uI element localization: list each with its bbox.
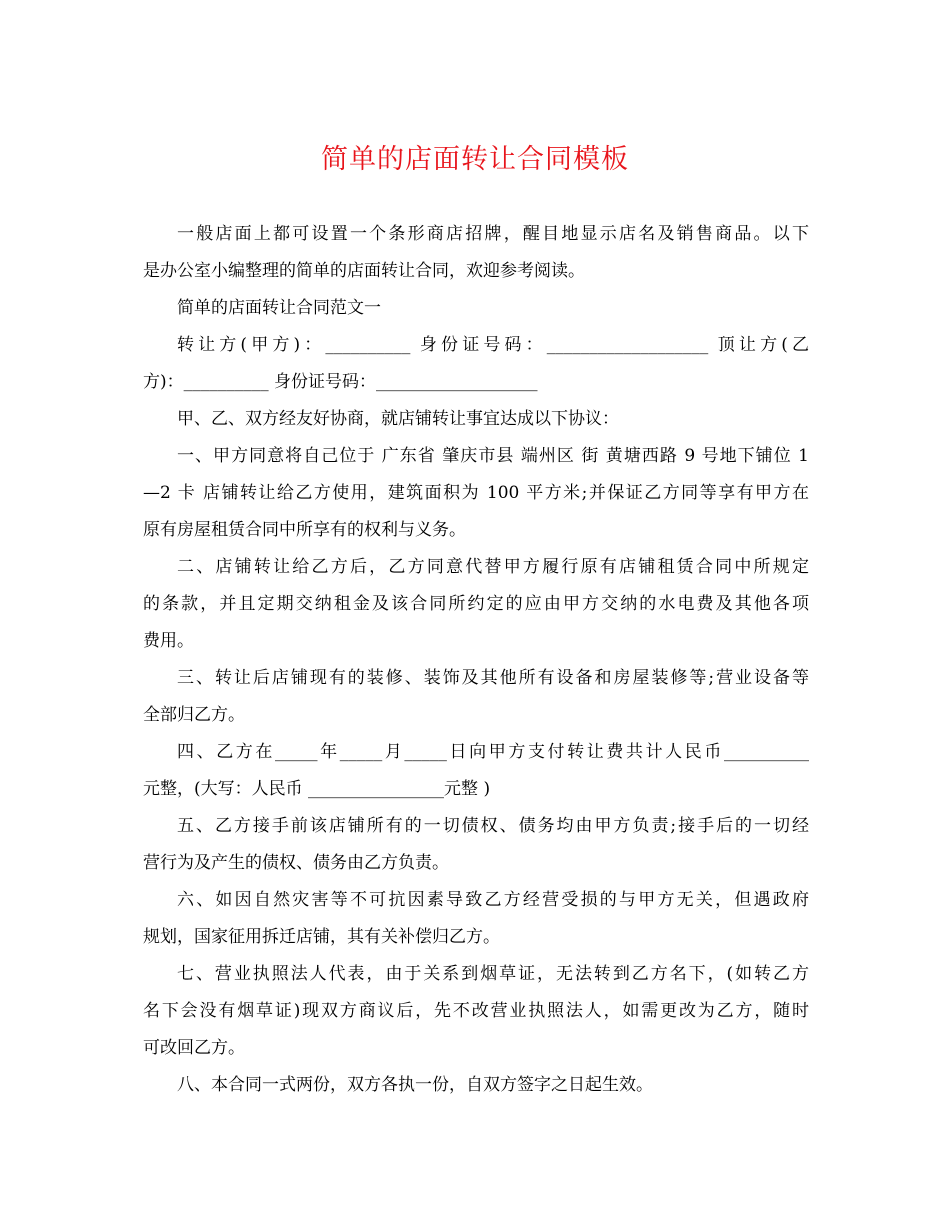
- paragraph: [143, 808, 809, 882]
- paragraph-line: 一、甲方同意将自己位于 广东省 肇庆市县 端州区 街 黄塘西路 9 号地下铺位 1: [177, 446, 809, 466]
- paragraph-line: 三、转让后店铺现有的装修、装饰及其他所有设备和房屋装修等;营业设备等: [177, 668, 809, 688]
- paragraph-line: 规划，国家征用拆迁店铺，其有关补偿归乙方。: [143, 927, 500, 947]
- paragraph-line: 一般店面上都可设置一个条形商店招牌，醒目地显示店名及销售商品。以下: [177, 224, 809, 244]
- paragraph: [143, 734, 809, 808]
- paragraph-line: 是办公室小编整理的简单的店面转让合同，欢迎参考阅读。: [143, 261, 585, 281]
- paragraph-line: 二、店铺转让给乙方后，乙方同意代替甲方履行原有店铺租赁合同中所规定: [177, 557, 809, 577]
- paragraph-line: 的条款，并且定期交纳租金及该合同所约定的应由甲方交纳的水电费及其他各项: [143, 594, 809, 614]
- paragraph: [143, 549, 809, 660]
- paragraph-line: 七、营业执照法人代表，由于关系到烟草证，无法转到乙方名下，(如转乙方: [177, 964, 809, 984]
- paragraph-line: 简单的店面转让合同范文一: [177, 298, 381, 318]
- paragraph-line: 名下会没有烟草证)现双方商议后，先不改营业执照法人，如需更改为乙方，随时: [143, 1001, 809, 1021]
- paragraph-line: 转让方(甲方)：__________ 身份证号码：___________________ 顶让方(乙: [177, 335, 809, 355]
- document-title: 简单的店面转让合同模板: [321, 144, 629, 175]
- paragraph-line: 可改回乙方。: [143, 1038, 245, 1058]
- document-body: [143, 216, 809, 1104]
- paragraph-line: 五、乙方接手前该店铺所有的一切债权、债务均由甲方负责;接手后的一切经: [177, 816, 809, 836]
- paragraph-line: 全部归乙方。: [143, 705, 245, 725]
- paragraph: [143, 290, 809, 327]
- paragraph: [143, 1067, 809, 1104]
- paragraph-line: 六、如因自然灾害等不可抗因素导致乙方经营受损的与甲方无关，但遇政府: [177, 890, 809, 910]
- paragraph-line: 四、乙方在_____年_____月_____日向甲方支付转让费共计人民币__________: [177, 742, 809, 762]
- paragraph: [143, 327, 809, 401]
- paragraph-line: 方)：__________ 身份证号码：___________________: [143, 372, 538, 392]
- paragraph-line: 八、本合同一式两份，双方各执一份，自双方签字之日起生效。: [177, 1075, 653, 1095]
- paragraph: [143, 660, 809, 734]
- paragraph-line: 营行为及产生的债权、债务由乙方负责。: [143, 853, 449, 873]
- paragraph: [143, 882, 809, 956]
- paragraph-line: 费用。: [143, 631, 194, 651]
- paragraph-line: 元整，(大写：人民币 ________________元整 ): [143, 779, 491, 799]
- paragraph: [143, 956, 809, 1067]
- paragraph-line: —2 卡 店铺转让给乙方使用，建筑面积为 100 平方米;并保证乙方同等享有甲方在: [143, 483, 809, 503]
- paragraph: [143, 401, 809, 438]
- paragraph-line: 甲、乙、双方经友好协商，就店铺转让事宜达成以下协议：: [177, 409, 619, 429]
- paragraph-line: 原有房屋租赁合同中所享有的权利与义务。: [143, 520, 466, 540]
- paragraph: [143, 216, 809, 290]
- paragraph: [143, 438, 809, 549]
